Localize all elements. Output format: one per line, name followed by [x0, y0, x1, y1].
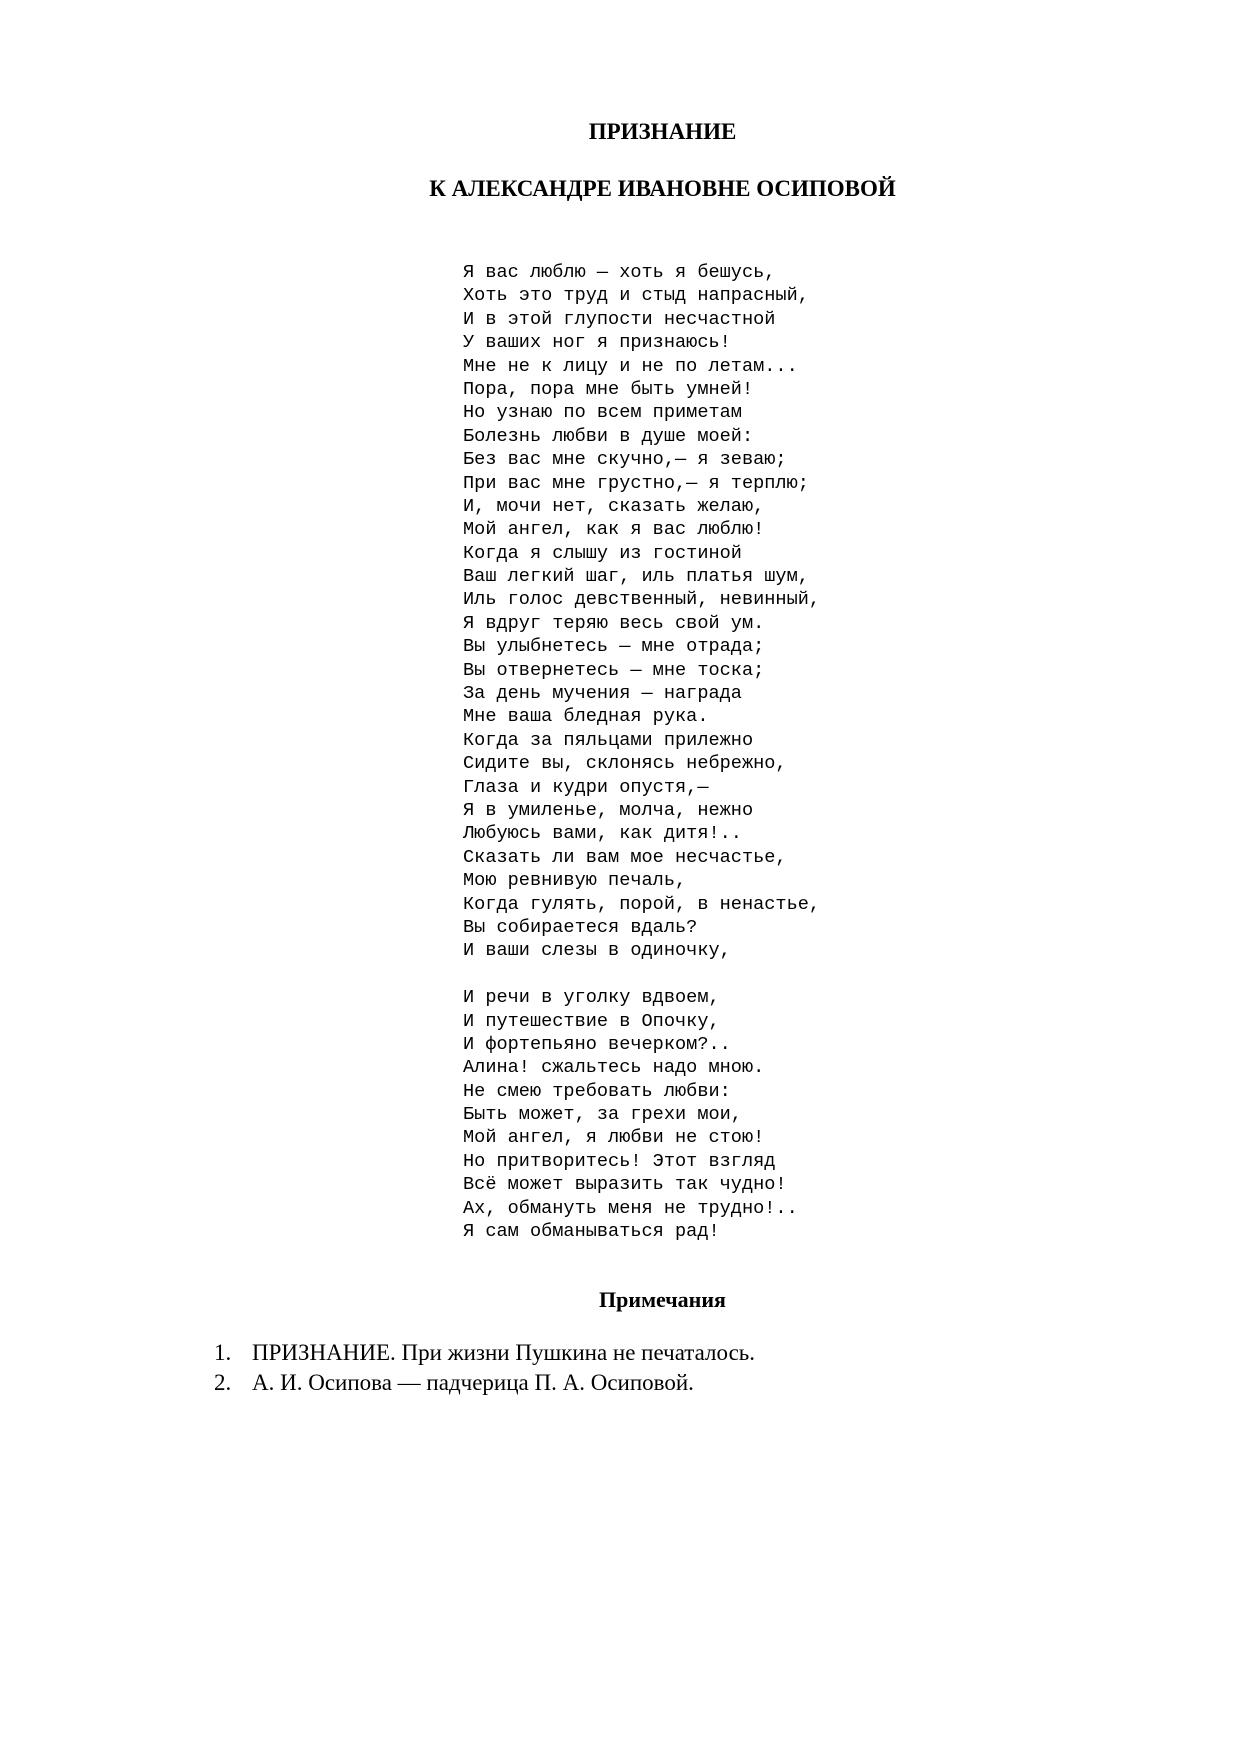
note-item [214, 1368, 755, 1398]
poem-line: И в этой глупости несчастной [463, 308, 776, 330]
poem-line: Алина! сжальтесь надо мною. [463, 1057, 765, 1079]
poem-line: Болезнь любви в душе моей: [463, 425, 754, 447]
poem-line: Я вас люблю — хоть я бешусь, [463, 262, 776, 283]
poem-line: Глаза и кудри опустя,— [463, 776, 709, 798]
poem-line: Но притворитесь! Этот взгляд [463, 1150, 776, 1172]
poem-line: Ваш легкий шаг, иль платья шум, [463, 566, 809, 588]
poem-line: Мне ваша бледная рука. [463, 706, 709, 728]
poem-line: Когда я слышу из гостиной [463, 542, 742, 564]
poem-line: Не смею требовать любви: [463, 1080, 731, 1102]
poem-line: И путешествие в Опочку, [463, 1010, 720, 1032]
poem-line: Я сам обманываться рад! [463, 1221, 720, 1243]
poem-line: Любуюсь вами, как дитя!.. [463, 823, 742, 845]
poem-line: И фортепьяно вечерком?.. [463, 1033, 731, 1055]
poem-line: Когда за пяльцами прилежно [463, 729, 754, 751]
poem-dedication: К АЛЕКСАНДРЕ ИВАНОВНЕ ОСИПОВОЙ [429, 176, 896, 201]
poem-line: Я вдруг теряю весь свой ум. [463, 612, 765, 634]
poem-line: Мне не к лицу и не по летам... [463, 355, 798, 377]
poem-line: Без вас мне скучно,— я зеваю; [463, 449, 787, 471]
poem-line: Пора, пора мне быть умней! [463, 378, 754, 400]
poem-line: Вы улыбнетесь — мне отрада; [463, 636, 765, 658]
notes-heading: Примечания [599, 1287, 726, 1312]
note-number: 2. [214, 1370, 232, 1395]
poem-line: Быть может, за грехи мои, [463, 1104, 742, 1126]
note-text: ПРИЗНАНИЕ. При жизни Пушкина не печаталось. [252, 1340, 756, 1365]
poem-line: Сидите вы, склонясь небрежно, [463, 753, 787, 775]
poem-line: И ваши слезы в одиночку, [463, 940, 731, 962]
poem-line: Иль голос девственный, невинный, [463, 589, 821, 611]
poem-line: Я в умиленье, молча, нежно [463, 799, 754, 821]
note-item [214, 1338, 755, 1368]
poem-line: При вас мне грустно,— я терплю; [463, 472, 809, 494]
poem-line: Вы собираетеся вдаль? [463, 916, 698, 938]
poem-line: Вы отвернетесь — мне тоска; [463, 659, 765, 681]
note-text: А. И. Осипова — падчерица П. А. Осиповой. [252, 1370, 694, 1395]
poem-line: За день мучения — награда [463, 683, 742, 705]
poem-line: Мой ангел, я любви не стою! [463, 1127, 765, 1149]
poem-line: Всё может выразить так чудно! [463, 1174, 787, 1196]
stanza-break [463, 963, 820, 986]
poem-line: Мою ревнивую печаль, [463, 870, 687, 892]
poem-line: И речи в уголку вдвоем, [463, 987, 720, 1009]
poem-line: Хоть это труд и стыд напрасный, [463, 285, 809, 307]
notes-list [214, 1338, 755, 1398]
poem-title: ПРИЗНАНИЕ [588, 119, 737, 144]
poem-line: Мой ангел, как я вас люблю! [463, 519, 765, 541]
poem-line: Ах, обмануть меня не трудно!.. [463, 1197, 798, 1219]
poem-text [463, 261, 820, 1243]
poem-line: И, мочи нет, сказать желаю, [463, 495, 765, 517]
poem-line: Когда гулять, порой, в ненастье, [463, 893, 821, 915]
poem-line: Но узнаю по всем приметам [463, 402, 742, 424]
poem-line: У ваших ног я признаюсь! [463, 332, 731, 354]
note-number: 1. [214, 1340, 232, 1365]
poem-line: Сказать ли вам мое несчастье, [463, 846, 787, 868]
